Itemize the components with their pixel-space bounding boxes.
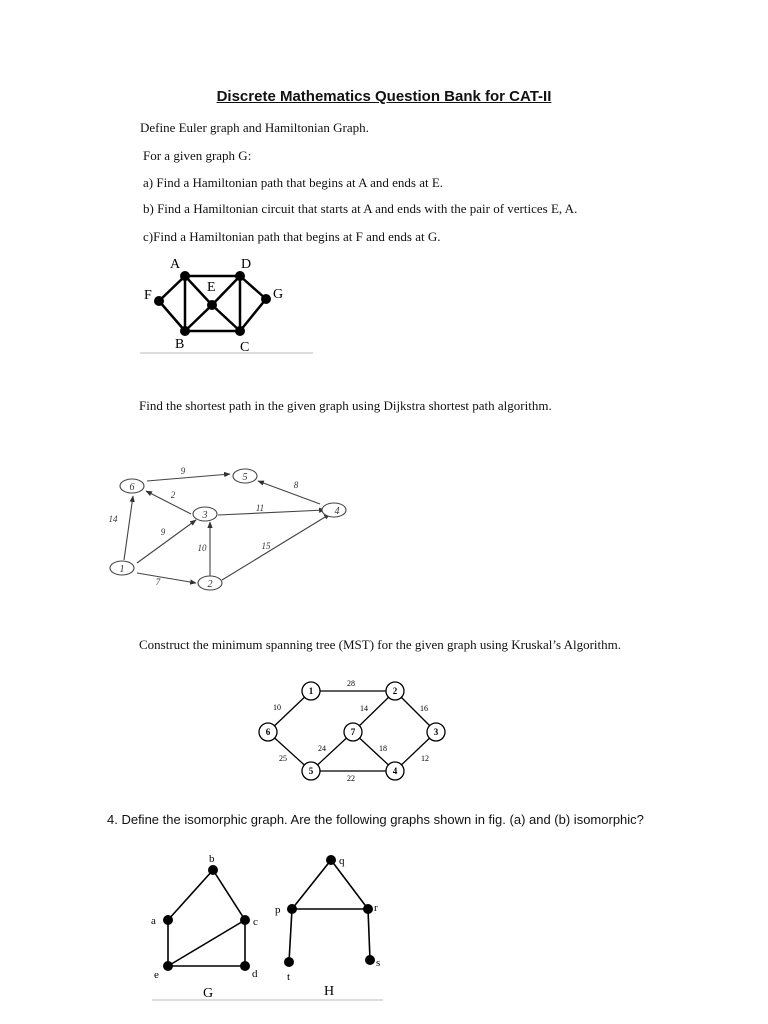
- mst-weight-25: 25: [279, 754, 287, 763]
- label-b: B: [175, 337, 185, 352]
- g-label-c: c: [253, 916, 258, 928]
- q1-part-c: c)Find a Hamiltonian path that begins at F and ends at G.: [143, 229, 441, 244]
- weight-3-6: 2: [170, 490, 176, 500]
- h-vertex-t: [284, 957, 294, 967]
- g-vertex-b: [208, 865, 218, 875]
- mst-node-6-label: 6: [265, 727, 271, 737]
- mst-node-7-label: 7: [350, 727, 356, 737]
- label-g: G: [273, 287, 284, 302]
- weight-6-5: 9: [180, 466, 186, 476]
- mst-weight-28: 28: [347, 679, 355, 688]
- h-label-q: q: [339, 855, 345, 867]
- node-3-label: 3: [202, 510, 208, 521]
- vertex-c: [235, 326, 245, 336]
- g-vertex-e: [163, 961, 173, 971]
- graph-g-caption: G: [203, 986, 214, 1001]
- node-2-label: 2: [207, 579, 213, 590]
- h-label-p: p: [275, 904, 281, 916]
- label-e: E: [207, 280, 216, 295]
- q4-text: 4. Define the isomorphic graph. Are the following graphs shown in fig. (a) and (b) isomorphic?: [107, 812, 644, 827]
- vertex-e: [207, 300, 217, 310]
- vertex-a: [180, 271, 190, 281]
- h-label-r: r: [374, 902, 378, 914]
- q2-text: Find the shortest path in the given graph using Dijkstra shortest path algorithm.: [139, 398, 552, 413]
- mst-node-5-label: 5: [308, 766, 314, 776]
- mst-node-3-label: 3: [433, 727, 439, 737]
- mst-node-2-label: 2: [392, 686, 398, 696]
- q1-part-a: a) Find a Hamiltonian path that begins at A and ends at E.: [143, 175, 444, 190]
- node-5-label: 5: [242, 472, 248, 483]
- node-4-label: 4: [334, 506, 340, 517]
- weight-1-6: 14: [108, 514, 118, 524]
- weight-2-4: 15: [261, 541, 271, 551]
- weight-1-2: 7: [155, 577, 161, 587]
- weight-4-5: 8: [293, 480, 299, 490]
- label-c: C: [240, 340, 250, 355]
- mst-node-1-label: 1: [308, 686, 314, 696]
- g-vertex-a: [163, 915, 173, 925]
- h-vertex-p: [287, 904, 297, 914]
- mst-weight-12: 12: [421, 754, 429, 763]
- h-label-t: t: [287, 971, 291, 983]
- label-d: D: [241, 257, 252, 272]
- h-vertex-s: [365, 955, 375, 965]
- vertex-b: [180, 326, 190, 336]
- label-a: A: [170, 257, 181, 272]
- mst-weight-16: 16: [420, 704, 428, 713]
- g-label-d: d: [252, 968, 258, 980]
- g-label-e: e: [154, 969, 159, 981]
- g-vertex-d: [240, 961, 250, 971]
- weight-3-4: 11: [255, 503, 265, 513]
- g-vertex-c: [240, 915, 250, 925]
- h-vertex-r: [363, 904, 373, 914]
- h-vertex-q: [326, 855, 336, 865]
- graph-h-caption: H: [324, 984, 335, 999]
- graph-h: [289, 860, 370, 962]
- vertex-f: [154, 296, 164, 306]
- node-6-label: 6: [129, 482, 135, 493]
- mst-node-4-label: 4: [392, 766, 398, 776]
- vertex-d: [235, 271, 245, 281]
- vertex-g: [261, 294, 271, 304]
- label-f: F: [144, 288, 152, 303]
- mst-weight-18: 18: [379, 744, 387, 753]
- q1-given-graph-text: For a given graph G:: [143, 148, 252, 163]
- q1-define-text: Define Euler graph and Hamiltonian Graph.: [140, 120, 369, 135]
- weight-2-3: 10: [197, 543, 207, 553]
- mst-weight-14: 14: [360, 704, 368, 713]
- page-title: Discrete Mathematics Question Bank for CAT-II: [216, 88, 552, 105]
- g-label-a: a: [151, 915, 156, 927]
- mst-weight-10: 10: [273, 703, 281, 712]
- q1-part-b: b) Find a Hamiltonian circuit that starts at A and ends with the pair of vertices E, A.: [143, 201, 578, 216]
- weight-1-3: 9: [160, 527, 166, 537]
- dijkstra-graph: [124, 474, 330, 583]
- h-label-s: s: [376, 957, 381, 969]
- g-label-b: b: [209, 853, 215, 865]
- node-1-label: 1: [119, 564, 125, 575]
- mst-weight-24: 24: [318, 744, 326, 753]
- graph-g: [168, 870, 245, 966]
- q3-text: Construct the minimum spanning tree (MST) for the given graph using Kruskal’s Algorithm.: [139, 637, 622, 652]
- mst-weight-22: 22: [347, 774, 355, 783]
